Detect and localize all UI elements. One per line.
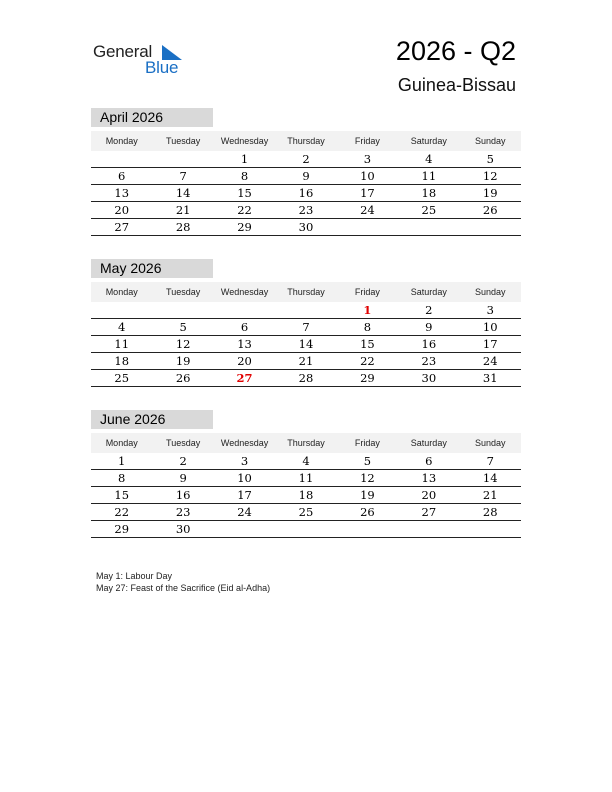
weekday-header [91,282,521,302]
day-cell: 12 [360,471,375,485]
weekday-label: Friday [354,136,380,146]
weekday-label: Monday [105,287,138,297]
day-cell [214,302,275,318]
day-cell: 11 [298,471,314,485]
day-cell [275,302,336,318]
logo-blue-text: Blue [145,58,179,77]
week-row [91,370,521,387]
day-cell: 5 [179,320,187,334]
week-row [91,319,521,336]
week-row [91,353,521,370]
day-cell: 7 [486,454,494,468]
day-cell: 16 [175,488,191,502]
day-cell: 14 [298,337,314,351]
day-cell: 4 [302,454,310,468]
weekday-label: Saturday [410,287,447,297]
weekday-label: Thursday [287,287,325,297]
weekday-header [91,433,521,453]
day-cell: 14 [482,471,498,485]
week-rows [91,302,521,387]
day-cell: 22 [237,203,252,217]
day-cell: 15 [360,337,375,351]
day-cell [152,151,213,167]
day-cell: 18 [421,186,437,200]
day-cell: 2 [179,454,187,468]
holiday-note: May 1: Labour Day [96,571,173,581]
week-row [91,487,521,504]
day-cell: 8 [118,471,126,485]
day-cell: 19 [175,354,191,368]
day-cell [398,521,459,537]
brand-logo [93,42,193,78]
day-cell: 22 [360,354,375,368]
day-cell: 14 [175,186,191,200]
day-cell: 20 [114,203,130,217]
country-name: Guinea-Bissau [397,75,516,95]
day-cell: 8 [363,320,372,334]
day-cell: 2 [302,152,310,166]
day-cell: 29 [114,522,130,536]
day-cell [91,302,152,318]
week-row [91,151,521,168]
week-row [91,302,521,319]
day-cell: 7 [302,320,310,334]
day-cell: 11 [421,169,437,183]
week-row [91,202,521,219]
day-cell: 26 [360,505,375,519]
day-cell: 9 [179,471,187,485]
day-cell: 23 [175,505,191,519]
day-cell: 30 [298,220,314,234]
day-cell: 20 [421,488,437,502]
day-cell: 31 [482,371,498,385]
day-cell: 30 [421,371,437,385]
day-cell [398,219,459,235]
day-cell: 27 [114,220,130,234]
day-cell: 9 [425,320,433,334]
day-cell: 17 [360,186,375,200]
day-cell: 18 [298,488,314,502]
day-cell: 12 [175,337,191,351]
weekday-label: Wednesday [220,136,269,146]
weekday-label: Thursday [287,438,325,448]
week-rows [91,151,521,236]
day-cell [460,521,521,537]
day-cell: 22 [114,505,130,519]
month-april [91,108,521,236]
day-cell: 25 [421,203,437,217]
week-row [91,504,521,521]
day-cell: 4 [118,320,126,334]
day-cell: 10 [482,320,498,334]
day-cell: 29 [360,371,375,385]
day-cell: 23 [421,354,437,368]
day-cell: 16 [298,186,314,200]
day-cell [337,219,398,235]
day-cell: 24 [237,505,252,519]
holiday-day-cell: 1 [363,303,372,317]
day-cell: 15 [237,186,252,200]
day-cell: 19 [360,488,375,502]
day-cell: 5 [486,152,494,166]
week-rows [91,453,521,538]
weekday-label: Sunday [474,287,506,297]
day-cell: 26 [175,371,191,385]
weekday-label: Saturday [410,136,447,146]
day-cell [275,521,336,537]
day-cell: 28 [175,220,191,234]
day-cell: 24 [482,354,498,368]
day-cell: 24 [360,203,375,217]
day-cell: 29 [237,220,252,234]
day-cell [460,219,521,235]
day-cell: 10 [237,471,252,485]
day-cell: 3 [363,152,372,166]
weekday-label: Friday [354,438,380,448]
day-cell [91,151,152,167]
day-cell: 9 [302,169,310,183]
day-cell: 13 [114,186,130,200]
day-cell: 10 [360,169,375,183]
day-cell: 17 [237,488,252,502]
weekday-header [91,131,521,151]
week-row [91,470,521,487]
week-row [91,219,521,236]
day-cell: 13 [421,471,437,485]
day-cell: 8 [240,169,249,183]
day-cell: 21 [482,488,498,502]
day-cell: 28 [482,505,498,519]
day-cell: 12 [482,169,498,183]
day-cell: 16 [421,337,437,351]
holiday-note: May 27: Feast of the Sacrifice (Eid al-Adha) [96,583,271,593]
page-title: 2026 - Q2 [395,36,516,66]
day-cell: 4 [425,152,433,166]
day-cell: 17 [482,337,498,351]
weekday-label: Saturday [410,438,447,448]
logo-general-text: General [93,42,153,61]
weekday-label: Wednesday [220,438,269,448]
weekday-label: Wednesday [220,287,269,297]
day-cell: 15 [114,488,130,502]
weekday-label: Thursday [287,136,325,146]
weekday-label: Sunday [474,438,506,448]
month-june [91,410,521,538]
day-cell: 30 [175,522,191,536]
weekday-label: Monday [105,438,138,448]
month-title: April 2026 [91,108,213,127]
day-cell: 11 [114,337,130,351]
weekday-label: Sunday [474,136,506,146]
weekday-label: Tuesday [166,136,201,146]
weekday-label: Monday [105,136,138,146]
day-cell: 21 [298,354,314,368]
month-title: June 2026 [91,410,213,429]
week-row [91,185,521,202]
day-cell [214,521,275,537]
day-cell: 6 [425,454,433,468]
day-cell: 27 [421,505,437,519]
holiday-notes [96,570,270,594]
weekday-label: Tuesday [166,287,201,297]
day-cell: 2 [425,303,433,317]
week-row [91,168,521,185]
day-cell: 6 [118,169,126,183]
day-cell: 25 [114,371,130,385]
day-cell: 1 [240,152,249,166]
day-cell: 23 [298,203,314,217]
weekday-label: Tuesday [166,438,201,448]
week-row [91,453,521,470]
week-row [91,336,521,353]
day-cell: 28 [298,371,314,385]
day-cell: 13 [237,337,252,351]
day-cell: 3 [240,454,249,468]
day-cell: 6 [240,320,249,334]
day-cell: 5 [363,454,372,468]
day-cell: 20 [237,354,252,368]
day-cell [152,302,213,318]
month-title: May 2026 [91,259,213,278]
day-cell: 25 [298,505,314,519]
weekday-label: Friday [354,287,380,297]
day-cell [337,521,398,537]
day-cell: 1 [118,454,126,468]
day-cell: 21 [175,203,191,217]
day-cell: 19 [482,186,498,200]
week-row [91,521,521,538]
day-cell: 3 [486,303,494,317]
day-cell: 26 [482,203,498,217]
holiday-day-cell: 27 [236,371,253,385]
day-cell: 18 [114,354,130,368]
day-cell: 7 [179,169,187,183]
month-may [91,259,521,387]
